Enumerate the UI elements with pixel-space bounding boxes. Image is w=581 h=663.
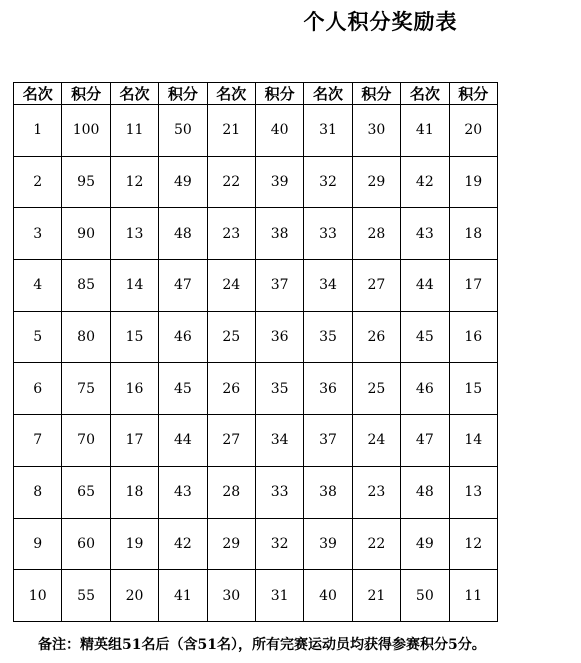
header-rank: 名次 <box>401 83 449 105</box>
rank-cell: 8 <box>14 466 62 518</box>
rank-cell: 13 <box>110 208 158 260</box>
header-rank: 名次 <box>304 83 352 105</box>
rank-cell: 50 <box>401 570 449 622</box>
rank-cell: 29 <box>207 518 255 570</box>
rank-cell: 16 <box>110 363 158 415</box>
points-cell: 37 <box>255 260 303 312</box>
points-cell: 43 <box>159 466 207 518</box>
points-cell: 49 <box>159 156 207 208</box>
points-cell: 11 <box>449 570 497 622</box>
points-cell: 75 <box>62 363 110 415</box>
points-cell: 80 <box>62 311 110 363</box>
rank-cell: 48 <box>401 466 449 518</box>
rank-cell: 14 <box>110 260 158 312</box>
rank-cell: 3 <box>14 208 62 260</box>
table-row <box>14 570 498 622</box>
table-row <box>14 466 498 518</box>
points-cell: 20 <box>449 105 497 157</box>
points-cell: 38 <box>255 208 303 260</box>
points-cell: 95 <box>62 156 110 208</box>
rank-cell: 40 <box>304 570 352 622</box>
points-cell: 100 <box>62 105 110 157</box>
page-title: 个人积分奖励表 <box>303 9 458 34</box>
rank-cell: 11 <box>110 105 158 157</box>
points-cell: 17 <box>449 260 497 312</box>
rank-cell: 10 <box>14 570 62 622</box>
rank-cell: 24 <box>207 260 255 312</box>
points-cell: 33 <box>255 466 303 518</box>
points-cell: 25 <box>352 363 400 415</box>
rank-cell: 20 <box>110 570 158 622</box>
rank-cell: 33 <box>304 208 352 260</box>
points-cell: 60 <box>62 518 110 570</box>
header-points: 积分 <box>352 83 400 105</box>
rank-cell: 49 <box>401 518 449 570</box>
points-cell: 12 <box>449 518 497 570</box>
table-row <box>14 105 498 157</box>
rank-cell: 17 <box>110 415 158 467</box>
rank-cell: 23 <box>207 208 255 260</box>
points-cell: 35 <box>255 363 303 415</box>
rank-cell: 2 <box>14 156 62 208</box>
points-cell: 18 <box>449 208 497 260</box>
rank-cell: 44 <box>401 260 449 312</box>
rank-cell: 4 <box>14 260 62 312</box>
points-cell: 29 <box>352 156 400 208</box>
points-cell: 36 <box>255 311 303 363</box>
rank-cell: 35 <box>304 311 352 363</box>
rank-cell: 25 <box>207 311 255 363</box>
rank-cell: 27 <box>207 415 255 467</box>
rank-cell: 41 <box>401 105 449 157</box>
rank-cell: 36 <box>304 363 352 415</box>
rank-cell: 9 <box>14 518 62 570</box>
points-cell: 90 <box>62 208 110 260</box>
rank-cell: 39 <box>304 518 352 570</box>
rank-cell: 45 <box>401 311 449 363</box>
points-cell: 55 <box>62 570 110 622</box>
rank-cell: 43 <box>401 208 449 260</box>
points-cell: 32 <box>255 518 303 570</box>
rank-cell: 21 <box>207 105 255 157</box>
points-cell: 46 <box>159 311 207 363</box>
points-cell: 27 <box>352 260 400 312</box>
rank-cell: 18 <box>110 466 158 518</box>
rank-cell: 34 <box>304 260 352 312</box>
rank-cell: 12 <box>110 156 158 208</box>
rank-cell: 46 <box>401 363 449 415</box>
points-cell: 40 <box>255 105 303 157</box>
points-cell: 21 <box>352 570 400 622</box>
header-points: 积分 <box>255 83 303 105</box>
points-cell: 47 <box>159 260 207 312</box>
rank-cell: 6 <box>14 363 62 415</box>
rank-cell: 1 <box>14 105 62 157</box>
rank-cell: 38 <box>304 466 352 518</box>
points-table <box>13 82 498 622</box>
rank-cell: 26 <box>207 363 255 415</box>
header-points: 积分 <box>62 83 110 105</box>
rank-cell: 5 <box>14 311 62 363</box>
table-row <box>14 156 498 208</box>
header-rank: 名次 <box>14 83 62 105</box>
table-row <box>14 363 498 415</box>
table-row <box>14 518 498 570</box>
points-cell: 44 <box>159 415 207 467</box>
table-row <box>14 260 498 312</box>
points-cell: 30 <box>352 105 400 157</box>
header-points: 积分 <box>449 83 497 105</box>
points-cell: 34 <box>255 415 303 467</box>
points-cell: 50 <box>159 105 207 157</box>
table-row <box>14 311 498 363</box>
table-header-row <box>14 83 498 105</box>
rank-cell: 37 <box>304 415 352 467</box>
rank-cell: 42 <box>401 156 449 208</box>
rank-cell: 7 <box>14 415 62 467</box>
rank-cell: 30 <box>207 570 255 622</box>
table-row <box>14 208 498 260</box>
points-cell: 19 <box>449 156 497 208</box>
rank-cell: 22 <box>207 156 255 208</box>
points-cell: 28 <box>352 208 400 260</box>
points-cell: 13 <box>449 466 497 518</box>
points-cell: 41 <box>159 570 207 622</box>
table-body <box>14 105 498 622</box>
points-cell: 48 <box>159 208 207 260</box>
rank-cell: 31 <box>304 105 352 157</box>
points-cell: 65 <box>62 466 110 518</box>
rank-cell: 28 <box>207 466 255 518</box>
rank-cell: 15 <box>110 311 158 363</box>
points-cell: 39 <box>255 156 303 208</box>
points-cell: 70 <box>62 415 110 467</box>
rank-cell: 47 <box>401 415 449 467</box>
rank-cell: 32 <box>304 156 352 208</box>
points-cell: 23 <box>352 466 400 518</box>
points-cell: 26 <box>352 311 400 363</box>
points-cell: 42 <box>159 518 207 570</box>
rank-cell: 19 <box>110 518 158 570</box>
points-cell: 16 <box>449 311 497 363</box>
header-rank: 名次 <box>207 83 255 105</box>
header-rank: 名次 <box>110 83 158 105</box>
points-cell: 45 <box>159 363 207 415</box>
points-cell: 85 <box>62 260 110 312</box>
footnote: 备注：精英组51名后（含51名），所有完赛运动员均获得参赛积分5分。 <box>38 637 486 653</box>
table-row <box>14 415 498 467</box>
points-cell: 24 <box>352 415 400 467</box>
header-points: 积分 <box>159 83 207 105</box>
points-cell: 22 <box>352 518 400 570</box>
points-cell: 15 <box>449 363 497 415</box>
points-cell: 14 <box>449 415 497 467</box>
points-cell: 31 <box>255 570 303 622</box>
